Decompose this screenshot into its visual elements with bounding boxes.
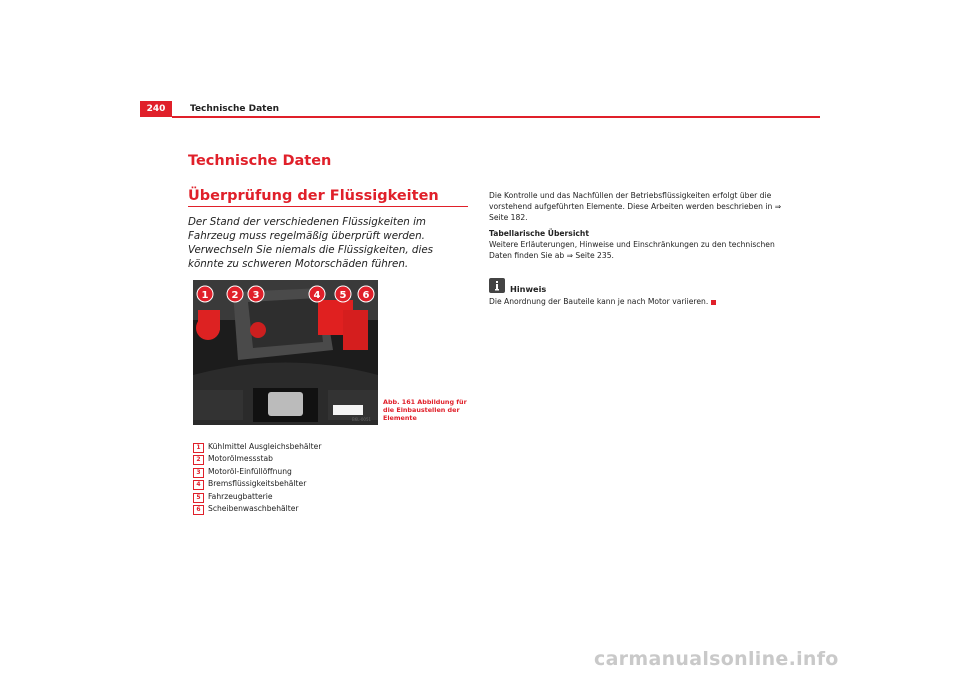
legend-label: Motorölmessstab: [208, 454, 273, 464]
legend-label: Motoröl-Einfüllöffnung: [208, 466, 292, 476]
legend-badge: 6: [193, 505, 204, 515]
legend-label: Fahrzeugbatterie: [208, 491, 273, 501]
figure-code: B6L-0051: [352, 417, 372, 422]
callout-label-1: 1: [201, 290, 209, 301]
page-number: 240: [140, 101, 172, 117]
note-title: Hinweis: [510, 284, 547, 294]
chapter-title: Technische Daten: [188, 153, 332, 169]
section-title: Überprüfung der Flüssigkeiten: [188, 188, 439, 204]
right-column: [489, 190, 789, 261]
subheading-overview: Tabellarische Übersicht: [489, 229, 589, 238]
header-title: Technische Daten: [190, 104, 279, 114]
callout-label-3: 3: [252, 290, 260, 301]
note-text: [489, 297, 716, 306]
page-header: [140, 101, 820, 117]
legend-badge: 1: [193, 443, 204, 453]
paragraph-overview: Weitere Erläuterungen, Hinweise und Einschränkungen zu den technischen Daten finden Sie ab ⇒ Seite 235.: [489, 240, 775, 260]
legend-badge: 3: [193, 468, 204, 478]
info-icon: [489, 278, 505, 293]
callout-label-4: 4: [313, 290, 321, 301]
engine-bay-figure: [193, 280, 378, 425]
figure-caption: Abb. 161 Abbildung für die Einbaustellen der Elemente: [383, 398, 467, 422]
section-intro: Der Stand der verschiedenen Flüssigkeiten im Fahrzeug muss regelmäßig überprüft werden. Verwechseln Sie niemals die Flüssigkeiten, dies könnte zu schweren Motorschäden führen.: [188, 216, 434, 270]
paragraph-checks: Die Kontrolle und das Nachfüllen der Betriebsflüssigkeiten erfolgt über die vorstehend aufgeführten Elemente. Diese Arbeiten werden beschrieben in ⇒ Seite 182.: [489, 191, 782, 222]
figure-callouts: [193, 280, 378, 425]
legend-label: Bremsflüssigkeitsbehälter: [208, 479, 307, 489]
header-rule: [172, 116, 820, 118]
note-text-content: Die Anordnung der Bauteile kann je nach Motor variieren.: [489, 297, 709, 306]
end-mark-icon: [711, 300, 716, 305]
legend-badge: 4: [193, 480, 204, 490]
callout-label-6: 6: [362, 290, 370, 301]
callout-label-5: 5: [339, 290, 347, 301]
callout-label-2: 2: [231, 290, 239, 301]
legend-label: Kühlmittel Ausgleichsbehälter: [208, 442, 322, 451]
section-rule: [188, 206, 468, 207]
legend-badge: 2: [193, 455, 204, 465]
footer-watermark: carmanualsonline.info: [594, 648, 839, 670]
legend-badge: 5: [193, 493, 204, 503]
legend-label: Scheibenwaschbehälter: [208, 503, 299, 513]
